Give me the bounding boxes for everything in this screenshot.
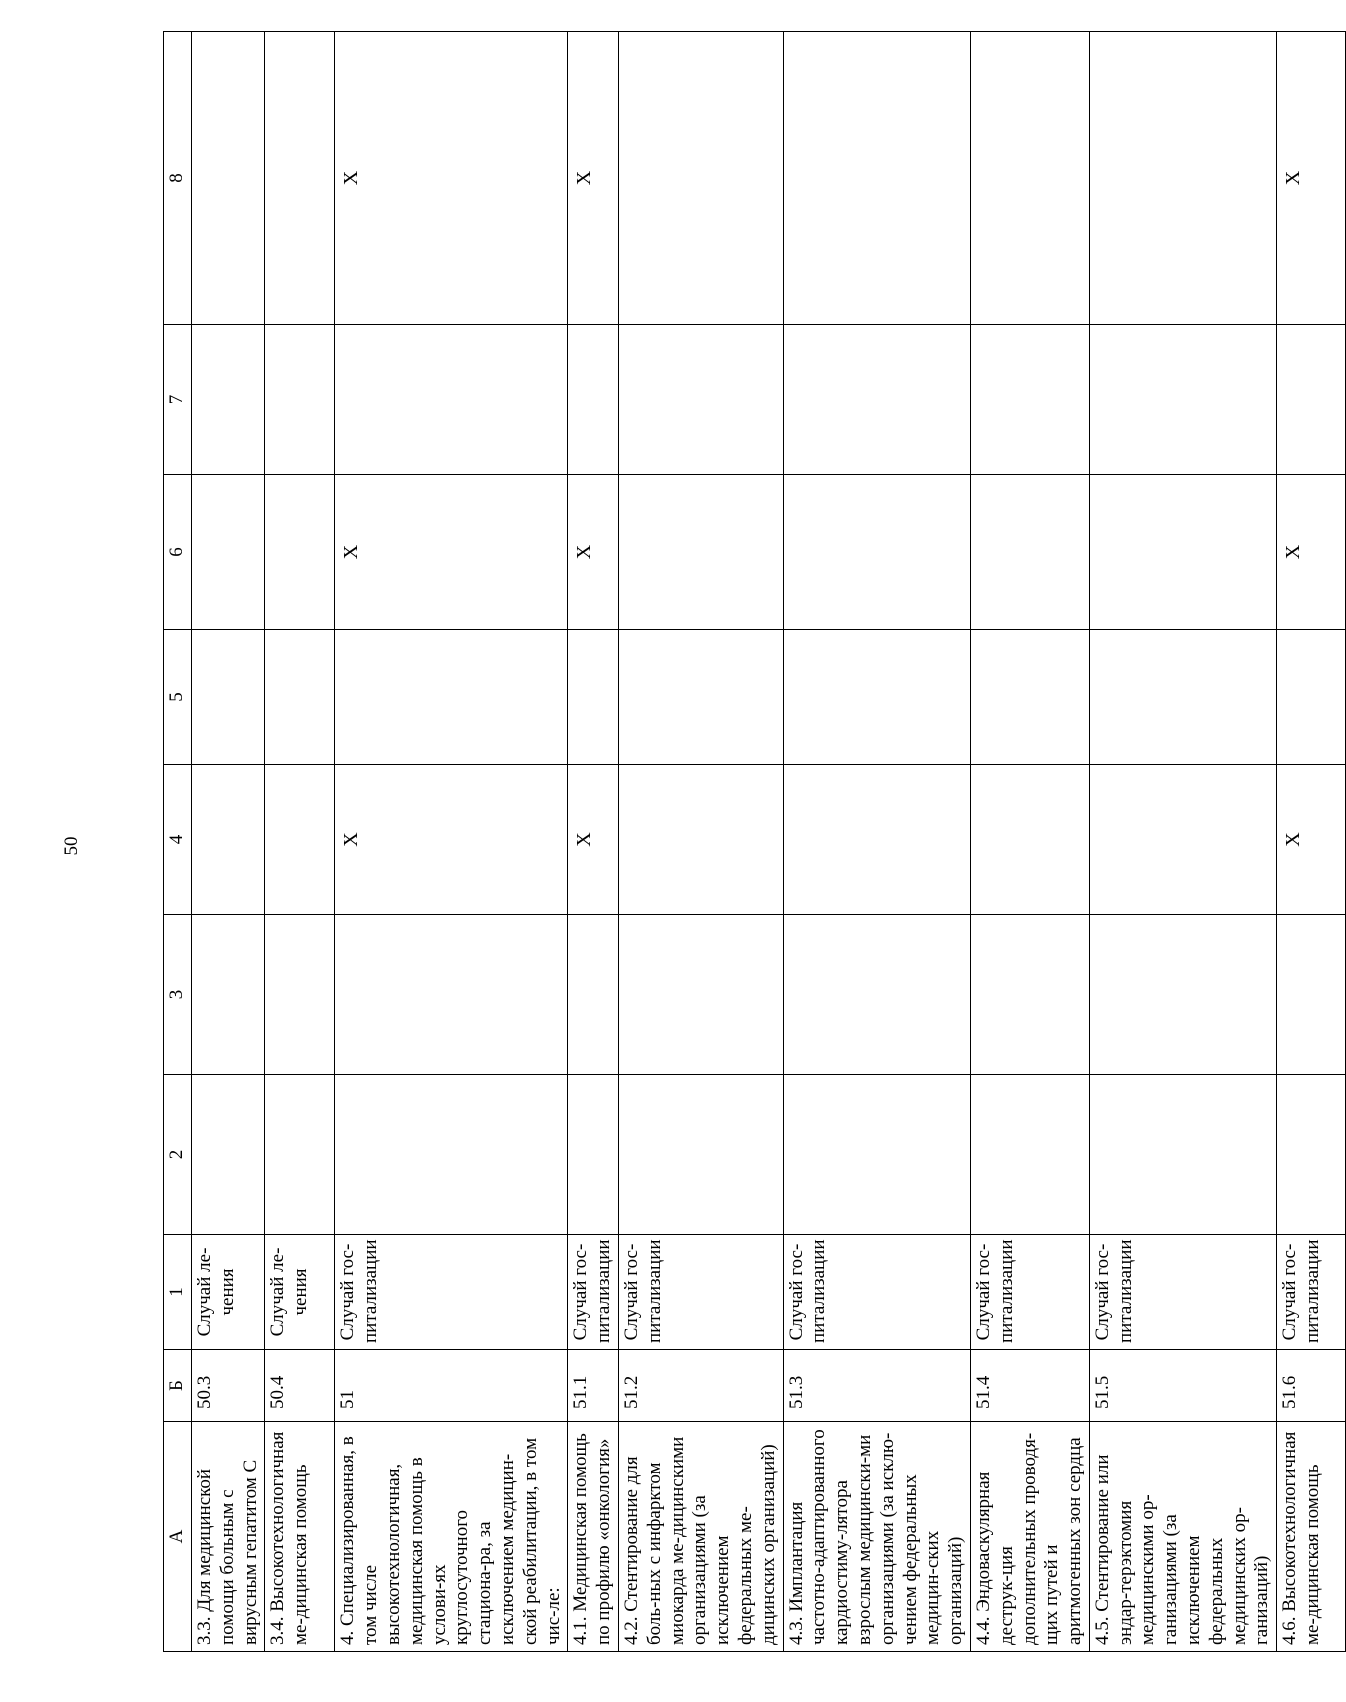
col5-cell xyxy=(335,630,568,765)
col7-cell xyxy=(265,325,335,475)
col8-cell xyxy=(783,32,970,325)
column-header-6: 6 xyxy=(164,475,192,630)
table-row xyxy=(1277,32,1346,1652)
table-row xyxy=(1089,32,1276,1652)
col8-cell xyxy=(970,32,1089,325)
col2-cell xyxy=(618,1075,783,1235)
col8-cell: Х xyxy=(335,32,568,325)
col5-cell xyxy=(783,630,970,765)
col6-cell xyxy=(618,475,783,630)
row-unit-cell: Случай гос-питализации xyxy=(335,1235,568,1350)
col2-cell xyxy=(568,1075,619,1235)
row-name-cell: 4. Специализированная, в том числе высокотехнологичная, медицинская помощь в услови-ях круглосуточного стациона-ра, за исключением медицин-ской реабилитации, в том чис-ле: xyxy=(335,1422,568,1652)
row-code-cell: 50.3 xyxy=(192,1350,265,1422)
col5-cell xyxy=(970,630,1089,765)
row-unit-cell: Случай гос-питализации xyxy=(1089,1235,1276,1350)
col3-cell xyxy=(192,915,265,1075)
col7-cell xyxy=(970,325,1089,475)
table-header-row xyxy=(164,32,192,1652)
col8-cell: Х xyxy=(568,32,619,325)
col4-cell xyxy=(970,765,1089,915)
col3-cell xyxy=(618,915,783,1075)
col3-cell xyxy=(970,915,1089,1075)
table-row xyxy=(783,32,970,1652)
table-row xyxy=(618,32,783,1652)
col4-cell: Х xyxy=(568,765,619,915)
row-name-cell: 4.4. Эндоваскулярная деструк-ция дополнительных проводя-щих путей и аритмогенных зон сердца xyxy=(970,1422,1089,1652)
col7-cell xyxy=(568,325,619,475)
col2-cell xyxy=(1089,1075,1276,1235)
row-name-cell: 4.2. Стентирование для боль-ных с инфарктом миокарда ме-дицинскими организациями (за исключением федеральных ме-дицинских организаций) xyxy=(618,1422,783,1652)
col3-cell xyxy=(265,915,335,1075)
table-row xyxy=(568,32,619,1652)
row-name-cell: 3.3. Для медицинской помощи больным с вирусным гепатитом С xyxy=(192,1422,265,1652)
column-header-1: 1 xyxy=(164,1235,192,1350)
col8-cell xyxy=(192,32,265,325)
col5-cell xyxy=(1089,630,1276,765)
table-row xyxy=(192,32,265,1652)
col5-cell xyxy=(618,630,783,765)
col3-cell xyxy=(783,915,970,1075)
col7-cell xyxy=(1277,325,1346,475)
row-unit-cell: Случай гос-питализации xyxy=(618,1235,783,1350)
row-name-cell: 4.1. Медицинская помощь по профилю «онкология» xyxy=(568,1422,619,1652)
col8-cell xyxy=(265,32,335,325)
col7-cell xyxy=(1089,325,1276,475)
col5-cell xyxy=(192,630,265,765)
col6-cell xyxy=(1089,475,1276,630)
col2-cell xyxy=(783,1075,970,1235)
col6-cell: Х xyxy=(335,475,568,630)
table-row xyxy=(265,32,335,1652)
col4-cell xyxy=(192,765,265,915)
data-table xyxy=(163,31,1346,1652)
row-code-cell: 51.4 xyxy=(970,1350,1089,1422)
row-code-cell: 51.2 xyxy=(618,1350,783,1422)
row-code-cell: 51.5 xyxy=(1089,1350,1276,1422)
column-header-4: 4 xyxy=(164,765,192,915)
col3-cell xyxy=(335,915,568,1075)
col8-cell xyxy=(1089,32,1276,325)
row-unit-cell: Случай ле-чения xyxy=(265,1235,335,1350)
col2-cell xyxy=(265,1075,335,1235)
row-code-cell: 50.4 xyxy=(265,1350,335,1422)
col6-cell xyxy=(970,475,1089,630)
table-row xyxy=(335,32,568,1652)
col8-cell xyxy=(618,32,783,325)
col7-cell xyxy=(192,325,265,475)
row-unit-cell: Случай гос-питализации xyxy=(783,1235,970,1350)
col7-cell xyxy=(783,325,970,475)
col4-cell xyxy=(265,765,335,915)
col4-cell xyxy=(1089,765,1276,915)
row-name-cell: 4.6. Высокотехнологичная ме-дицинская помощь xyxy=(1277,1422,1346,1652)
page-number: 50 xyxy=(61,836,82,856)
col3-cell xyxy=(1089,915,1276,1075)
col5-cell xyxy=(265,630,335,765)
col7-cell xyxy=(618,325,783,475)
col6-cell: Х xyxy=(568,475,619,630)
row-code-cell: 51 xyxy=(335,1350,568,1422)
col4-cell: Х xyxy=(335,765,568,915)
row-unit-cell: Случай гос-питализации xyxy=(1277,1235,1346,1350)
column-header-2: 2 xyxy=(164,1075,192,1235)
col2-cell xyxy=(970,1075,1089,1235)
rotated-table-sheet xyxy=(163,32,1324,1652)
col3-cell xyxy=(1277,915,1346,1075)
row-name-cell: 4.3. Имплантация частотно-адаптированного кардиостиму-лятора взрослым медицински-ми организациями (за исклю-чением федеральных медицин-ских организаций) xyxy=(783,1422,970,1652)
col3-cell xyxy=(568,915,619,1075)
row-unit-cell: Случай ле-чения xyxy=(192,1235,265,1350)
col2-cell xyxy=(192,1075,265,1235)
column-header-8: 8 xyxy=(164,32,192,325)
column-header-5: 5 xyxy=(164,630,192,765)
row-code-cell: 51.3 xyxy=(783,1350,970,1422)
col7-cell xyxy=(335,325,568,475)
col4-cell xyxy=(618,765,783,915)
col5-cell xyxy=(1277,630,1346,765)
col6-cell: Х xyxy=(1277,475,1346,630)
row-unit-cell: Случай гос-питализации xyxy=(568,1235,619,1350)
col4-cell xyxy=(783,765,970,915)
col4-cell: Х xyxy=(1277,765,1346,915)
table-row xyxy=(970,32,1089,1652)
table-body xyxy=(192,32,1346,1652)
col6-cell xyxy=(192,475,265,630)
row-name-cell: 3.4. Высокотехнологичная ме-дицинская помощь xyxy=(265,1422,335,1652)
col6-cell xyxy=(265,475,335,630)
col2-cell xyxy=(1277,1075,1346,1235)
row-code-cell: 51.6 xyxy=(1277,1350,1346,1422)
row-unit-cell: Случай гос-питализации xyxy=(970,1235,1089,1350)
col6-cell xyxy=(783,475,970,630)
column-header-a: А xyxy=(164,1422,192,1652)
col5-cell xyxy=(568,630,619,765)
column-header-b: Б xyxy=(164,1350,192,1422)
row-name-cell: 4.5. Стентирование или эндар-терэктомия медицинскими ор-ганизациями (за исключением федеральных медицинских ор-ганизаций) xyxy=(1089,1422,1276,1652)
column-header-3: 3 xyxy=(164,915,192,1075)
column-header-7: 7 xyxy=(164,325,192,475)
row-code-cell: 51.1 xyxy=(568,1350,619,1422)
col8-cell: Х xyxy=(1277,32,1346,325)
col2-cell xyxy=(335,1075,568,1235)
